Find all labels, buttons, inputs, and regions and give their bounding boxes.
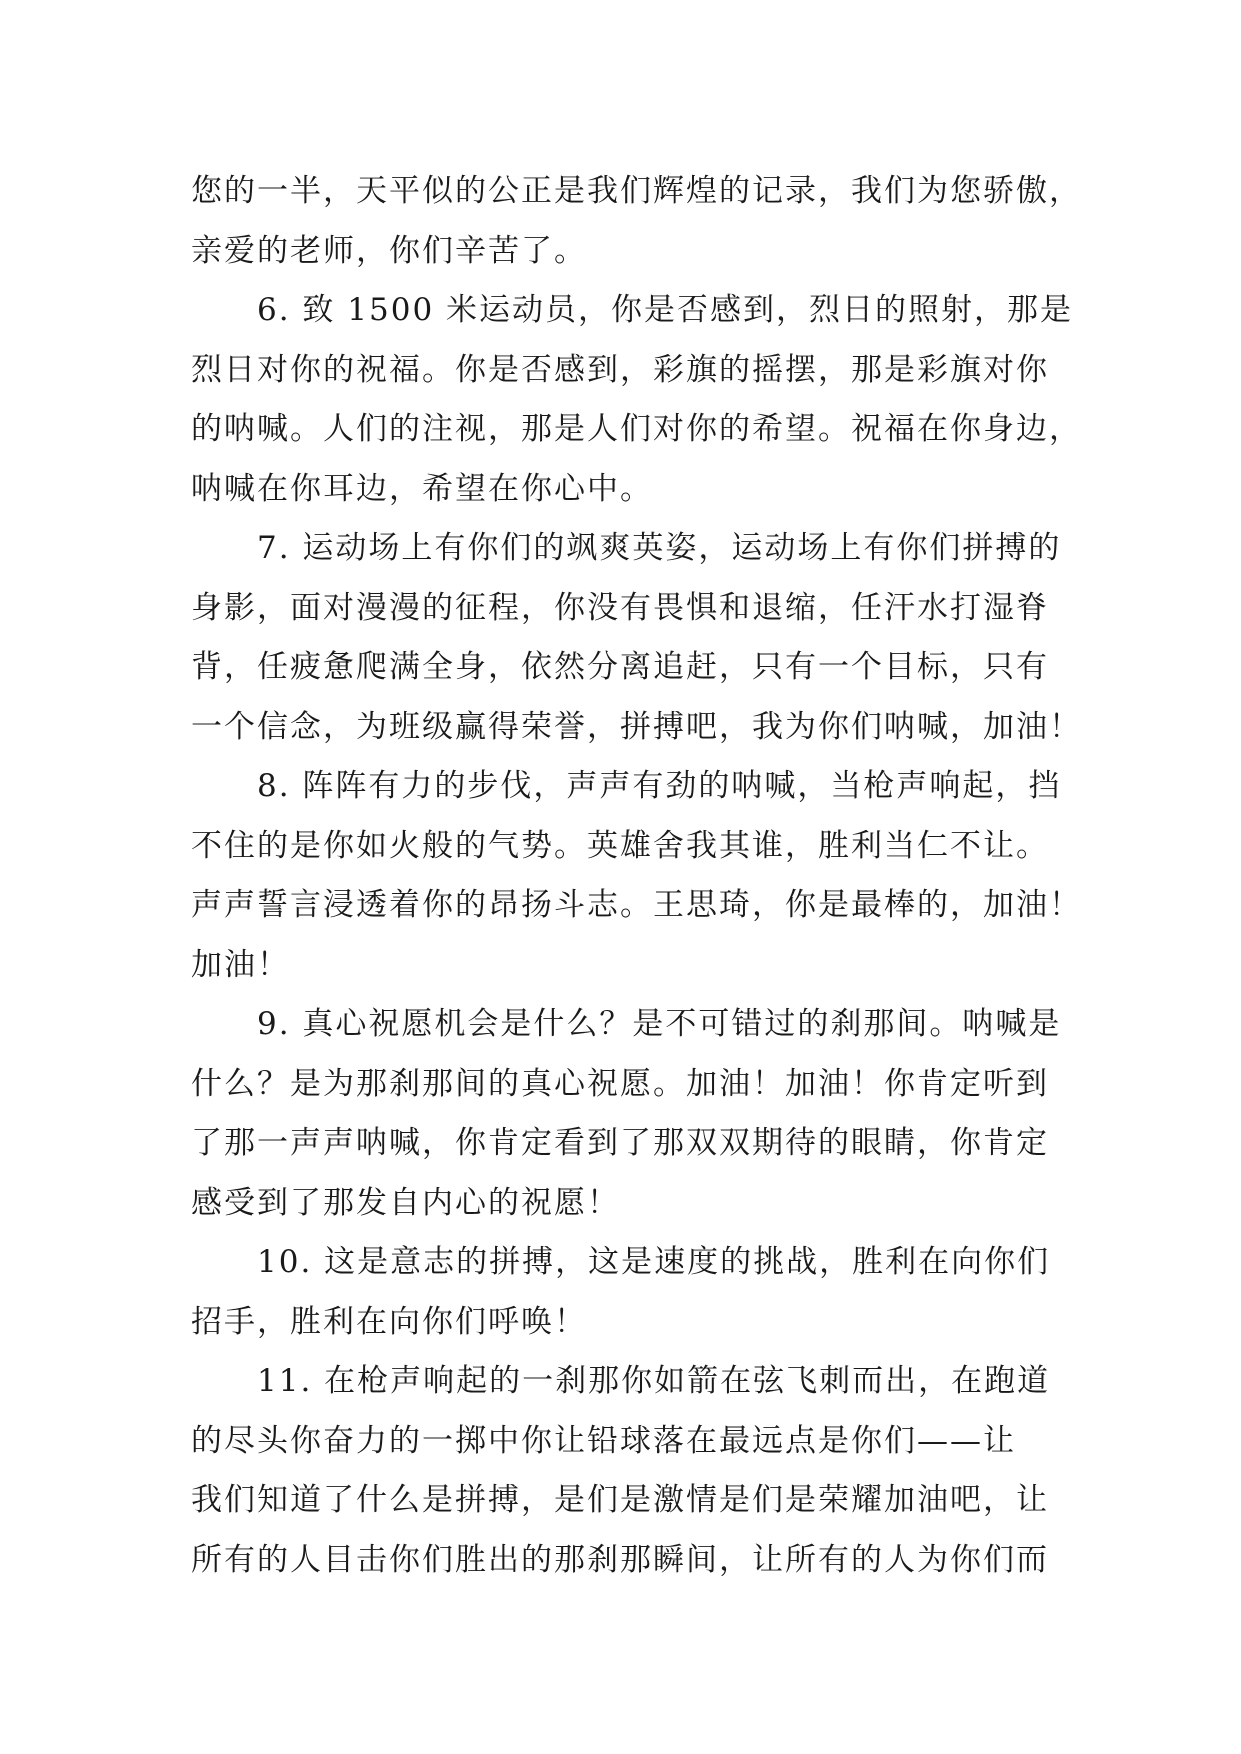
text-line: 加油！ — [191, 946, 290, 983]
text-line: 的呐喊。人们的注视，那是人们对你的希望。祝福在你身边， — [191, 411, 1082, 447]
text-line: 呐喊在你耳边，希望在你心中。 — [191, 470, 653, 507]
text-line: 一个信念，为班级赢得荣誉，拼搏吧，我为你们呐喊，加油！ — [191, 708, 1082, 745]
text-line: 烈日对你的祝福。你是否感到，彩旗的摇摆，那是彩旗对你 — [191, 351, 1049, 388]
text-line: 所有的人目击你们胜出的那刹那瞬间，让所有的人为你们而 — [191, 1541, 1049, 1578]
paragraph-start-line: 8. 阵阵有力的步伐，声声有劲的呐喊，当枪声响起，挡 — [257, 768, 1062, 804]
text-line: 的尽头你奋力的一掷中你让铅球落在最远点是你们——让 — [191, 1422, 1016, 1459]
text-line: 了那一声声呐喊，你肯定看到了那双双期待的眼睛，你肯定 — [191, 1125, 1049, 1161]
paragraph-start-line: 9. 真心祝愿机会是什么？是不可错过的刹那间。呐喊是 — [257, 1006, 1062, 1042]
text-line: 背，任疲惫爬满全身，依然分离追赶，只有一个目标，只有 — [191, 649, 1049, 685]
text-line: 什么？是为那刹那间的真心祝愿。加油！加油！你肯定听到 — [191, 1065, 1049, 1102]
paragraph-start-line: 11. 在枪声响起的一刹那你如箭在弦飞刺而出，在跑道 — [257, 1363, 1051, 1399]
text-line: 不住的是你如火般的气势。英雄舍我其谁，胜利当仁不让。 — [191, 827, 1049, 864]
paragraph-start-line: 10. 这是意志的拼搏，这是速度的挑战，胜利在向你们 — [257, 1244, 1051, 1280]
text-line: 身影，面对漫漫的征程，你没有畏惧和退缩，任汗水打湿脊 — [191, 589, 1049, 626]
text-line: 亲爱的老师，你们辛苦了。 — [191, 232, 587, 269]
document-body — [191, 162, 1082, 1590]
text-line: 感受到了那发自内心的祝愿！ — [191, 1184, 620, 1221]
paragraph-start-line: 7. 运动场上有你们的飒爽英姿，运动场上有你们拼搏的 — [257, 530, 1062, 566]
text-line: 招手，胜利在向你们呼唤！ — [191, 1303, 587, 1340]
text-line: 我们知道了什么是拼搏，是们是激情是们是荣耀加油吧，让 — [191, 1482, 1049, 1518]
text-line: 您的一半，天平似的公正是我们辉煌的记录，我们为您骄傲， — [191, 173, 1082, 209]
paragraph-start-line: 6. 致 1500 米运动员，你是否感到，烈日的照射，那是 — [257, 292, 1074, 328]
text-line: 声声誓言浸透着你的昂扬斗志。王思琦，你是最棒的，加油！ — [191, 887, 1082, 923]
